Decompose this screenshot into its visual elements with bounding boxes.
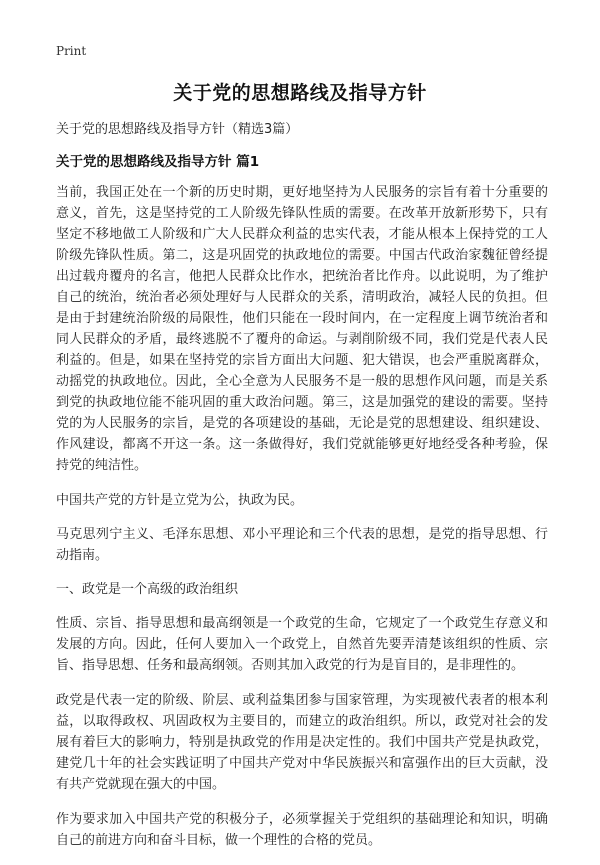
print-label: Print xyxy=(56,44,87,58)
paragraph-7: 作为要求加入中国共产党的积极分子，必须掌握关于党组织的基础理论和知识，明确自己的前进方向和奋斗目标，做一个理性的合格的党员。 xyxy=(56,812,548,848)
paragraph-5: 性质、宗旨、指导思想和最高纲领是一个政党的生命，它规定了一个政党生存意义和发展的方向。因此，任何人要加入一个政党上，自然首先要弄清楚该组织的性质、宗旨、指导思想、任务和最高纲领。否则其加入政党的行为是盲目的，是非理性的。 xyxy=(56,616,548,673)
paragraph-1: 当前，我国正处在一个新的历史时期，更好地坚持为人民服务的宗旨有着十分重要的意义，首先，这是坚持党的工人阶级先锋队性质的需要。在改革开放新形势下，只有坚定不移地做工人阶级和广大人民群众利益的忠实代表，才能从根本上保持党的工人阶级先锋队性质。第二，这是巩固党的执政地位的需要。中国古代政治家魏征曾经提出过载舟覆舟的名言，他把人民群众比作水，把统治者比作舟。以此说明，为了维护自己的统治，统治者必须处理好与人民群众的关系，清明政治，减轻人民的负担。但是由于封建统治阶级的局限性，他们只能在一段时间内，在一定程度上调节统治者和同人民群众的矛盾，最终逃脱不了覆舟的命运。与剥削阶级不同，我们党是代表人民利益的。但是，如果在坚持党的宗旨方面出大问题、犯大错误，也会严重脱离群众，动摇党的执政地位。因此，全心全意为人民服务不是一般的思想作风问题，而是关系到党的执政地位能不能巩固的重大政治问题。第三，这是加强党的建设的需要。坚持党的为人民服务的宗旨，是党的各项建设的基础，无论是党的思想建设、组织建设、作风建设，都离不开这一条。这一条做得好，我们党就能够更好地经受各种考验，保持党的纯洁性。 xyxy=(56,185,548,473)
paragraph-2: 中国共产党的方针是立党为公，执政为民。 xyxy=(56,493,304,508)
section-heading: 关于党的思想路线及指导方针 篇1 xyxy=(56,154,260,170)
paragraph-6: 政党是代表一定的阶级、阶层、或利益集团参与国家管理，为实现被代表者的根本利益，以取得政权、巩固政权为主要目的，而建立的政治组织。所以，政党对社会的发展有着巨大的影响力，特别是执政党的作用是决定性的。我们中国共产党是执政党，建党几十年的社会实践证明了中国共产党对中华民族振兴和富强作出的巨大贡献，没有共产党就现在强大的中国。 xyxy=(56,693,548,792)
document-body xyxy=(56,120,548,865)
document-subtitle: 关于党的思想路线及指导方针（精选3篇） xyxy=(56,122,299,137)
paragraph-3: 马克思列宁主义、毛泽东思想、邓小平理论和三个代表的思想，是党的指导思想、行动指南。 xyxy=(56,527,548,563)
page-title: 关于党的思想路线及指导方针 xyxy=(173,82,427,104)
paragraph-4-heading: 一、政党是一个高级的政治组织 xyxy=(56,582,239,597)
